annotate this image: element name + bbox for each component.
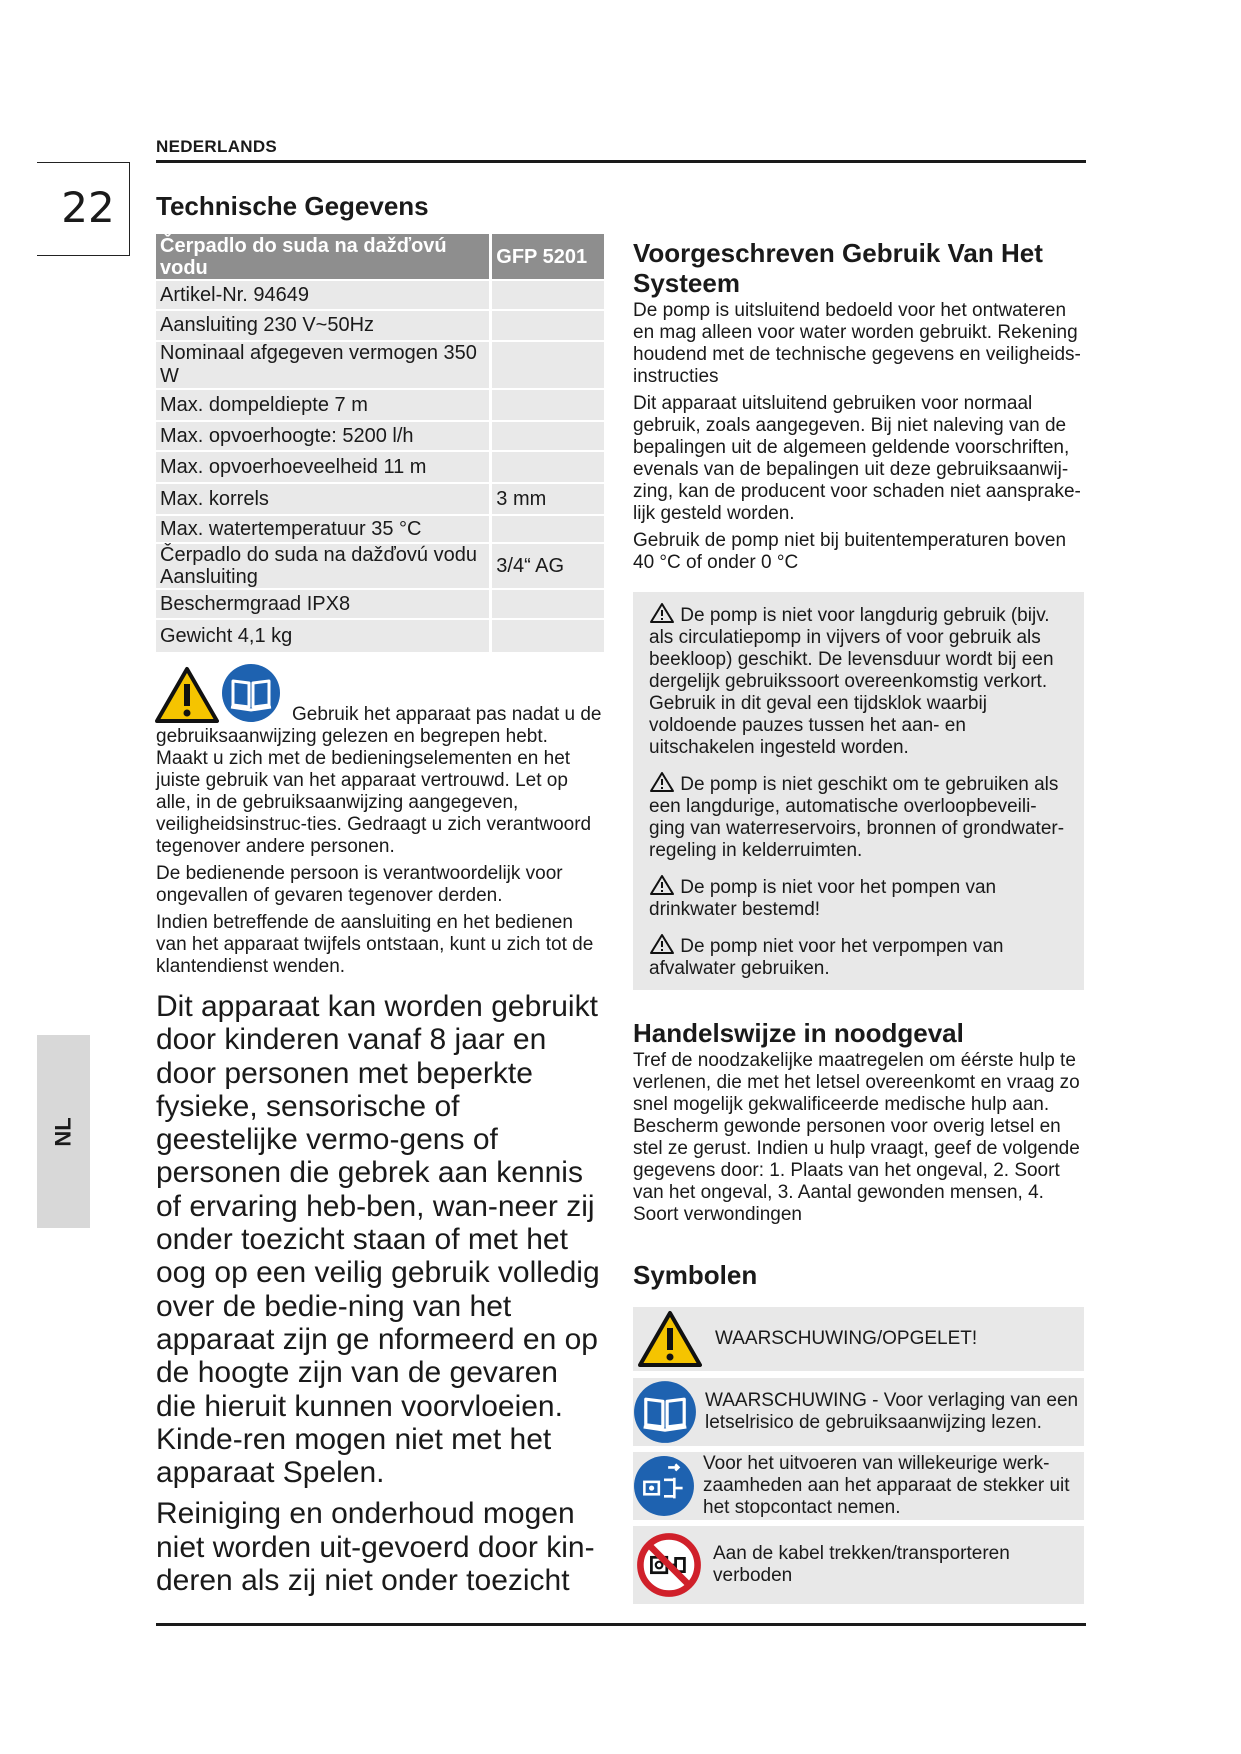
table-row <box>156 341 604 389</box>
spec-value <box>491 310 604 341</box>
table-row <box>156 515 604 543</box>
symbol-text: WAARSCHUWING/OPGELET! <box>715 1328 978 1349</box>
intro-text: gebruiksaanwijzing gelezen en begrepen hebt. Maakt u zich met de bedieningselementen en het juiste gebruik van het apparaat vertrouwd. Let op alle, in de gebruiksaanwijzing aangegeven, veiligheidsinstruc-ties. Gedraagt u zich verantwoord tegenover andere personen. <box>156 726 592 857</box>
warning-outline-icon <box>649 933 675 955</box>
emergency-title: Handelswijze in noodgeval <box>633 1018 964 1048</box>
use-title: Voorgeschreven Gebruik Van Het Systeem <box>633 238 1043 298</box>
warning-item <box>649 933 1068 980</box>
spec-label: Aansluiting 230 V~50Hz <box>156 310 491 341</box>
emergency-text: Tref de noodzakelijke maatregelen om éérste hulp te verlenen, die met het letsel overeenkomt en vraag zo snel mogelijk gekwalificeerde medische hulp aan. Bescherm gewonde personen voor overig letsel en stel ze gerust. Indien u hulp vraagt, geef de volgende gegevens door: 1. Plaats van het ongeval, 2. Soort van het ongeval, 3. Aantal gewonden mensen, 4. Soort verwondingen <box>633 1050 1080 1225</box>
table-row <box>156 389 604 421</box>
use-text-3: Gebruik de pomp niet bij buitentemperaturen boven 40 °C of onder 0 °C <box>633 530 1067 573</box>
spec-label: Čerpadlo do suda na dažďovú vodu Aansluiting <box>156 543 491 589</box>
spec-label: Max. dompeldiepte 7 m <box>156 389 491 421</box>
symbol-row <box>633 1378 1084 1446</box>
symbol-row <box>633 1452 1084 1520</box>
spec-label: Max. watertemperatuur 35 °C <box>156 515 491 543</box>
no-cable-pull-icon <box>636 1532 702 1598</box>
use-section <box>633 238 1084 574</box>
use-text-2: Dit apparaat uitsluitend gebruiken voor normaal gebruik, zoals aangegeven. Bij niet naleving van de bepalingen uit de algemeen geldende voorschriften, evenals van de bepalingen uit deze gebruiksaanwij-zing, kan de producent voor schaden niet aansprake-lijk gesteld worden. <box>633 393 1081 524</box>
warning-outline-icon <box>649 602 675 624</box>
symbols-title: Symbolen <box>633 1260 758 1290</box>
children-text: Dit apparaat kan worden gebruikt door kinderen vanaf 8 jaar en door personen met beperkte fysieke, sensorische of geestelijke vermo-gens of personen die gebrek aan kennis of ervaring heb-ben, wan-neer zij onder toezicht staan of met het oog op een veilig gebruik volledig over de bedie-ning van het apparaat zijn ge nformeerd en op de hoogte zijn van de gevaren die hieruit kunnen voorvloeien. Kinde-ren mogen niet met het apparaat Spelen. <box>156 990 600 1490</box>
spec-value <box>491 280 604 310</box>
spec-label: Beschermgraad IPX8 <box>156 589 491 619</box>
table-row <box>156 483 604 515</box>
spec-value <box>491 589 604 619</box>
cleaning-text: Reiniging en onderhoud mogen niet worden uit-gevoerd door kin-deren als zij niet onder toezicht <box>156 1497 595 1598</box>
symbol-text: WAARSCHUWING - Voor verlaging van een letselrisico de gebruiksaanwijzing lezen. <box>705 1390 1079 1433</box>
spec-label: Nominaal afgegeven vermogen 350 W <box>156 341 491 389</box>
unplug-icon <box>633 1455 695 1517</box>
symbol-row <box>633 1307 1084 1371</box>
spec-label: Artikel-Nr. 94649 <box>156 280 491 310</box>
warning-outline-icon <box>649 771 675 793</box>
warning-text: De pomp is niet voor langdurig gebruik (bijv. als circulatiepomp in vijvers of voor gebruik als beekloop) geschikt. De levensduur wordt bij een dergelijk gebruikssoort overeenkomstig verkort. Gebruik in dit geval een tijdsklok waarbij voldoende pauzes tussen het aan- en uitschakelen ingesteld worden. <box>649 605 1054 758</box>
spec-label: Max. opvoerhoeveelheid 11 m <box>156 451 491 483</box>
footer-rule <box>156 1623 1086 1626</box>
spec-header-model: GFP 5201 <box>491 234 604 280</box>
warning-outline-icon <box>649 874 675 896</box>
warning-text: De pomp niet voor het verpompen van afvalwater gebruiken. <box>649 936 1004 979</box>
warning-text: De pomp is niet geschikt om te gebruiken als een langdurige, automatische overloopbeveili-ging van waterreservoirs, bronnen of grondwater-regeling in kelderruimten. <box>649 774 1065 861</box>
table-row <box>156 543 604 589</box>
spec-value <box>491 341 604 389</box>
table-row <box>156 421 604 451</box>
spec-value <box>491 389 604 421</box>
spec-value <box>491 421 604 451</box>
spec-table <box>156 234 604 654</box>
warning-item <box>649 602 1068 759</box>
header-rule <box>156 160 1086 163</box>
spec-header-row <box>156 234 604 280</box>
table-row <box>156 589 604 619</box>
symbol-text: Aan de kabel trekken/transporteren verboden <box>713 1543 1010 1586</box>
spec-value: 3/4“ AG <box>491 543 604 589</box>
operator-text: De bedienende persoon is verantwoordelijk voor ongevallen of gevaren tegenover derden. <box>156 863 563 906</box>
warning-triangle-icon <box>638 1310 702 1368</box>
warnings-box <box>633 592 1084 990</box>
table-row <box>156 619 604 653</box>
table-row <box>156 310 604 341</box>
intro-block <box>156 704 604 978</box>
spec-header-product: Čerpadlo do suda na dažďovú vodu <box>156 234 491 280</box>
emergency-section <box>633 1018 1084 1226</box>
spec-value <box>491 451 604 483</box>
spec-value: 3 mm <box>491 483 604 515</box>
spec-label: Max. korrels <box>156 483 491 515</box>
spec-value <box>491 515 604 543</box>
table-row <box>156 451 604 483</box>
spec-label: Gewicht 4,1 kg <box>156 619 491 653</box>
warning-item <box>649 874 1068 921</box>
spec-value <box>491 619 604 653</box>
language-header: NEDERLANDS <box>156 137 278 156</box>
symbol-text: Voor het uitvoeren van willekeurige werk-zaamheden aan het apparaat de stekker uit het stopcontact nemen. <box>703 1453 1070 1518</box>
warning-item <box>649 771 1068 862</box>
page-number: 22 <box>61 183 115 232</box>
language-side-tab-label: NL <box>50 1116 76 1147</box>
tech-title: Technische Gegevens <box>156 191 429 221</box>
manual-book-icon <box>633 1380 697 1444</box>
service-text: Indien betreffende de aansluiting en het bedienen van het apparaat twijfels ontstaan, kunt u zich tot de klantendienst wenden. <box>156 912 594 977</box>
warning-text: De pomp is niet voor het pompen van drinkwater bestemd! <box>649 877 997 920</box>
use-text-1: De pomp is uitsluitend bedoeld voor het ontwateren en mag alleen voor water worden gebruikt. Rekening houdend met de technische gegevens en veiligheids-instructies <box>633 300 1081 387</box>
symbol-row <box>633 1526 1084 1604</box>
children-warning <box>156 990 604 1597</box>
spec-label: Max. opvoerhoogte: 5200 l/h <box>156 421 491 451</box>
table-row <box>156 280 604 310</box>
intro-inline: Gebruik het apparaat pas nadat u de <box>292 704 602 725</box>
